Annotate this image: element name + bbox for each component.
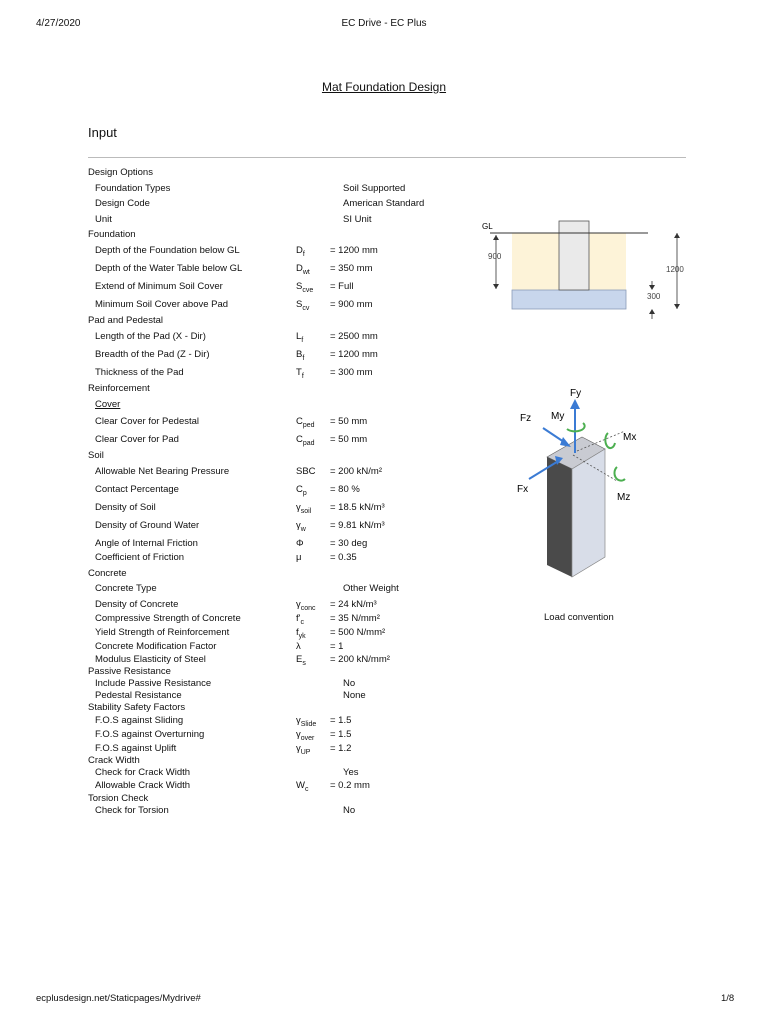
- dim-900-arrow-top: [493, 235, 499, 240]
- row-label: Depth of the Foundation below GL: [95, 245, 240, 256]
- gl-label: GL: [482, 222, 493, 231]
- row-symbol: $D_f$: [296, 245, 305, 258]
- row-value: = 300 mm: [330, 367, 373, 378]
- row-label: Unit: [95, 214, 112, 225]
- row-label: Foundation Types: [95, 183, 171, 194]
- row-symbol: $L_f$: [296, 331, 304, 344]
- row-label: Breadth of the Pad (Z - Dir): [95, 349, 210, 360]
- divider: [88, 157, 686, 158]
- row-label: Coefficient of Friction: [95, 552, 185, 563]
- section-label: Torsion Check: [88, 793, 149, 804]
- fy-arrow: [570, 399, 580, 409]
- row-value: = 80 %: [330, 484, 360, 495]
- row-label: Length of the Pad (X - Dir): [95, 331, 206, 342]
- row-symbol: $\gamma_{over}$: [296, 729, 315, 742]
- row-value: = 500 N/mm²: [330, 627, 386, 638]
- row-value: Yes: [343, 767, 359, 778]
- section-label: Soil: [88, 450, 104, 461]
- row-symbol: μ: [296, 552, 302, 563]
- dim-300-arrow-top: [649, 285, 655, 290]
- print-date: 4/27/2020: [36, 18, 81, 29]
- row-symbol: $\gamma_{UP}$: [296, 743, 311, 756]
- print-title: EC Drive - EC Plus: [341, 18, 427, 29]
- row-label: Density of Soil: [95, 502, 156, 513]
- row-symbol: $\gamma_{soil}$: [296, 502, 312, 515]
- row-value: = 50 mm: [330, 416, 368, 427]
- section-label: Foundation: [88, 229, 136, 240]
- row-label: Cover: [95, 399, 121, 410]
- row-symbol: $f_{yk}$: [296, 627, 306, 640]
- page-number: 1/8: [721, 993, 735, 1004]
- dim-900-arrow-bottom: [493, 284, 499, 289]
- column-right-face: [572, 449, 605, 577]
- row-value: = 0.35: [330, 552, 357, 563]
- row-label: Check for Crack Width: [95, 767, 191, 778]
- row-symbol: $T_f$: [296, 367, 304, 380]
- section-label: Pad and Pedestal: [88, 315, 164, 326]
- row-symbol: $C_{ped}$: [296, 416, 315, 429]
- mx-label: Mx: [623, 432, 637, 443]
- row-label: F.O.S against Sliding: [95, 715, 184, 726]
- section-label: Passive Resistance: [88, 666, 171, 677]
- foundation-section-diagram: [478, 215, 693, 327]
- row-symbol: $f'_c$: [296, 613, 304, 626]
- column-left-face: [547, 457, 572, 577]
- row-value: = 1: [330, 641, 344, 652]
- row-symbol: $\gamma_w$: [296, 520, 306, 533]
- row-label: Clear Cover for Pedestal: [95, 416, 200, 427]
- row-value: = 1200 mm: [330, 349, 378, 360]
- dim-300-label: 300: [647, 292, 661, 301]
- row-label: Contact Percentage: [95, 484, 179, 495]
- row-label: Extend of Minimum Soil Cover: [95, 281, 223, 292]
- row-label: Thickness of the Pad: [95, 367, 184, 378]
- load-convention-caption: Load convention: [544, 612, 614, 623]
- row-label: Density of Ground Water: [95, 520, 200, 531]
- row-value: Soil Supported: [343, 183, 406, 194]
- row-value: SI Unit: [343, 214, 372, 225]
- row-label: Check for Torsion: [95, 805, 169, 816]
- row-symbol: $\gamma_{Slide}$: [296, 715, 317, 728]
- row-symbol: $S_{cve}$: [296, 281, 314, 294]
- row-value: = 2500 mm: [330, 331, 378, 342]
- row-label: F.O.S against Uplift: [95, 743, 177, 754]
- fz-arrow: [560, 437, 571, 447]
- row-value: American Standard: [343, 198, 425, 209]
- row-label: Clear Cover for Pad: [95, 434, 179, 445]
- dim-1200-arrow-bottom: [674, 304, 680, 309]
- row-label: F.O.S against Overturning: [95, 729, 205, 740]
- my-label: My: [551, 411, 565, 422]
- footer-url[interactable]: ecplusdesign.net/Staticpages/Mydrive#: [36, 993, 201, 1004]
- dim-900-label: 900: [488, 252, 502, 261]
- row-value: = 0.2 mm: [330, 780, 370, 791]
- section-title: Input: [88, 125, 117, 140]
- row-symbol: λ: [296, 641, 301, 652]
- row-label: Compressive Strength of Concrete: [95, 613, 241, 624]
- section-label: Design Options: [88, 167, 153, 178]
- section-label: Stability Safety Factors: [88, 702, 186, 713]
- row-value: = 200 kN/m²: [330, 466, 383, 477]
- section-label: Crack Width: [88, 755, 140, 766]
- row-value: = 30 deg: [330, 538, 368, 549]
- row-label: Depth of the Water Table below GL: [95, 263, 243, 274]
- row-value: = 35 N/mm²: [330, 613, 380, 624]
- row-value: = 350 mm: [330, 263, 373, 274]
- row-label: Pedestal Resistance: [95, 690, 182, 701]
- pad-rect: [512, 290, 626, 309]
- load-convention-diagram: [505, 385, 655, 585]
- row-value: = 1200 mm: [330, 245, 378, 256]
- mz-label: Mz: [617, 492, 631, 503]
- row-label: Concrete Type: [95, 583, 157, 594]
- row-value: No: [343, 805, 356, 816]
- row-label: Minimum Soil Cover above Pad: [95, 299, 229, 310]
- section-label: Reinforcement: [88, 383, 150, 394]
- row-value: Other Weight: [343, 583, 399, 594]
- fy-label: Fy: [570, 388, 582, 399]
- mx-moment-arrow: [605, 433, 615, 448]
- row-label: Design Code: [95, 198, 150, 209]
- dim-300-arrow-bottom: [649, 309, 655, 314]
- dim-1200-label: 1200: [666, 265, 684, 274]
- row-symbol: $C_{pad}$: [296, 434, 315, 447]
- row-symbol: Φ: [296, 538, 304, 549]
- row-symbol: SBC: [296, 466, 316, 477]
- row-value: = 900 mm: [330, 299, 373, 310]
- pedestal-rect: [559, 221, 589, 290]
- row-symbol: $W_c$: [296, 780, 309, 793]
- row-value: = 1.2: [330, 743, 352, 754]
- row-value: None: [343, 690, 366, 701]
- row-label: Yield Strength of Reinforcement: [95, 627, 230, 638]
- page-title: Mat Foundation Design: [321, 80, 447, 94]
- mz-moment-arrow: [614, 467, 625, 481]
- row-label: Allowable Net Bearing Pressure: [95, 466, 230, 477]
- row-label: Modulus Elasticity of Steel: [95, 654, 206, 665]
- row-value: = 24 kN/m³: [330, 599, 377, 610]
- row-value: = Full: [330, 281, 354, 292]
- row-symbol: $S_{cv}$: [296, 299, 310, 312]
- row-value: = 9.81 kN/m³: [330, 520, 385, 531]
- row-symbol: $E_s$: [296, 654, 306, 667]
- row-symbol: $C_p$: [296, 484, 307, 497]
- fx-label: Fx: [517, 484, 529, 495]
- row-value: = 200 kN/mm²: [330, 654, 390, 665]
- row-label: Allowable Crack Width: [95, 780, 191, 791]
- row-value: No: [343, 678, 356, 689]
- row-symbol: $B_f$: [296, 349, 305, 362]
- dim-1200-arrow-top: [674, 233, 680, 238]
- row-label: Include Passive Resistance: [95, 678, 212, 689]
- row-label: Density of Concrete: [95, 599, 179, 610]
- row-symbol: $D_{wt}$: [296, 263, 310, 276]
- row-value: = 1.5: [330, 715, 352, 726]
- row-value: = 1.5: [330, 729, 352, 740]
- row-label: Concrete Modification Factor: [95, 641, 217, 652]
- section-label: Concrete: [88, 568, 127, 579]
- row-value: = 18.5 kN/m³: [330, 502, 385, 513]
- row-value: = 50 mm: [330, 434, 368, 445]
- row-label: Angle of Internal Friction: [95, 538, 198, 549]
- row-symbol: $\gamma_{conc}$: [296, 599, 316, 612]
- fz-label: Fz: [520, 413, 532, 424]
